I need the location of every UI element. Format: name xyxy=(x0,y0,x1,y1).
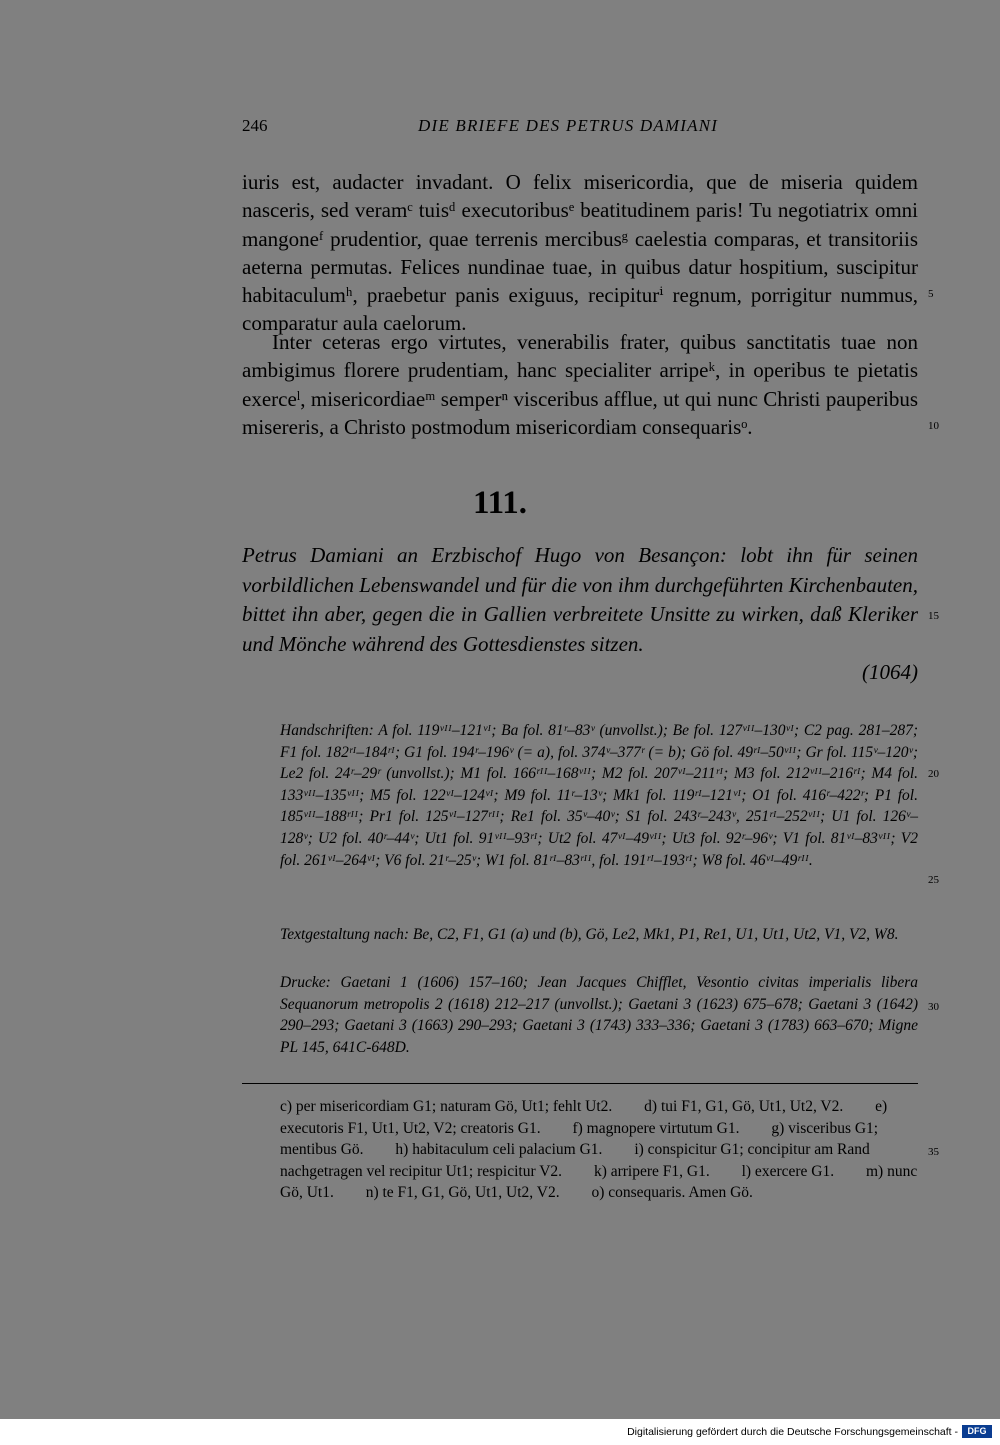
line-number: 35 xyxy=(928,1146,939,1158)
footnote-m: m) nunc Gö, Ut1. xyxy=(280,1162,918,1202)
manuscripts-list: Handschriften: A fol. 119ᵛᴵᴵ–121ᵛᴵ; Ba fol. 81ʳ–83ᵛ (unvollst.); Be fol. 127ᵛᴵᴵ–130ᵛᴵ; C2 pag. 281–287; F1 fol. 182ʳᴵ–184ʳᴵ; G1 fol. 194ʳ–196ᵛ (= a), fol. 374ᵛ–377ʳ (= b); Gö fol. 49ʳᴵ–50ᵛᴵᴵ; Gr fol. 115ᵛ–120ᵛ; Le2 fol. 24ʳ–29ʳ (unvollst.); M1 fol. 166ʳᴵᴵ–168ᵛᴵᴵ; M2 fol. 207ᵛᴵ–211ʳᴵ; M3 fol. 212ᵛᴵᴵ–216ʳᴵ; M4 fol. 133ᵛᴵᴵ–135ᵛᴵᴵ; M5 fol. 122ᵛᴵ–124ᵛᴵ; M9 fol. 11ʳ–13ᵛ; Mk1 fol. 119ʳᴵ–121ᵛᴵ; O1 fol. 416ʳ–422ʳ; P1 fol. 185ᵛᴵᴵ–188ʳᴵᴵ; Pr1 fol. 125ᵛᴵ–127ʳᴵᴵ; Re1 fol. 35ᵛ–40ᵛ; S1 fol. 243ʳ–243ᵛ, 251ʳᴵ–252ᵛᴵᴵ; U1 fol. 126ᵛ–128ᵛ; U2 fol. 40ʳ–44ᵛ; Ut1 fol. 91ᵛᴵᴵ–93ʳᴵ; Ut2 fol. 47ᵛᴵ–49ᵛᴵᴵ; Ut3 fol. 92ʳ–96ᵛ; V1 fol. 81ᵛᴵ–83ᵛᴵᴵ; V2 fol. 261ᵛᴵ–264ᵛᴵ; V6 fol. 21ʳ–25ᵛ; W1 fol. 81ʳᴵ–83ʳᴵᴵ, fol. 191ʳᴵ–193ʳᴵ; W8 fol. 46ᵛᴵ–49ʳᴵᴵ. xyxy=(280,722,918,869)
line-number: 20 xyxy=(928,768,939,780)
footnote-i: i) conspicitur G1; concipitur am Rand nachgetragen vel recipitur Ut1; respicitur V2. xyxy=(280,1141,870,1180)
line-number: 10 xyxy=(928,420,939,432)
body-paragraph-1: iuris est, audacter invadant. O felix misericordia, que de miseria quidem nasceris, sed veramᶜ tuisᵈ executoribusᵉ beatitudinem paris! Tu negotiatrix omni mangoneᶠ prudentior, quae terrenis mercibusᵍ caelestia comparas, et transitoriis aeterna permutas. Felices nundinae tuae, in quibus datur hospitium, suscipitur habitaculumʰ, praebetur panis exiguus, recipiturⁱ regnum, porrigitur nummus, comparatur aula caelorum. xyxy=(242,170,918,336)
footnote-n: n) te F1, G1, Gö, Ut1, Ut2, V2. xyxy=(365,1184,560,1202)
footnote-e: e) executoris F1, Ut1, Ut2, V2; creatoris G1. xyxy=(280,1098,888,1137)
footnotes xyxy=(280,1096,918,1204)
text-basis: Textgestaltung nach: Be, C2, F1, G1 (a) und (b), Gö, Le2, Mk1, P1, Re1, U1, Ut1, Ut2, V1, V2, W8. xyxy=(280,926,899,943)
footnote-divider xyxy=(242,1083,918,1084)
line-number: 25 xyxy=(928,874,939,886)
funding-credit: Digitalisierung gefördert durch die Deutsche Forschungsgemeinschaft - xyxy=(627,1426,958,1438)
footnote-c: c) per misericordiam G1; naturam Gö, Ut1; fehlt Ut2. xyxy=(280,1098,613,1115)
page-number: 246 xyxy=(242,116,268,135)
prints-list: Drucke: Gaetani 1 (1606) 157–160; Jean Jacques Chifflet, Vesontio civitas imperialis libera Sequanorum metropolis 2 (1618) 212–217 (unvollst.); Gaetani 3 (1623) 675–678; Gaetani 3 (1642) 290–293; Gaetani 3 (1663) 290–293; Gaetani 3 (1743) 333–336; Gaetani 3 (1783) 663–670; Migne PL 145, 641C-648D. xyxy=(280,974,918,1056)
line-number: 5 xyxy=(928,288,934,300)
footnote-o: o) consequaris. Amen Gö. xyxy=(591,1184,753,1202)
running-title: DIE BRIEFE DES PETRUS DAMIANI xyxy=(418,116,719,135)
footnote-f: f) magnopere virtutum G1. xyxy=(572,1119,740,1137)
footnote-d: d) tui F1, G1, Gö, Ut1, Ut2, V2. xyxy=(644,1098,844,1115)
dfg-logo: DFG xyxy=(962,1425,992,1438)
footer-bar xyxy=(0,1419,1000,1445)
footnote-k: k) arripere F1, G1. xyxy=(593,1162,710,1180)
letter-summary: Petrus Damiani an Erzbischof Hugo von Besançon: lobt ihn für seinen vorbildlichen Lebenswandel und für die von ihm durchgeführten Kirchenbauten, bittet ihn aber, gegen die in Gallien verbreitete Unsitte zu wirken, daß Kleriker und Mönche während des Gottesdienstes sitzen. xyxy=(242,543,918,656)
line-number: 15 xyxy=(928,610,939,622)
footnote-l: l) exercere G1. xyxy=(741,1162,835,1180)
letter-date: (1064) xyxy=(862,660,918,684)
line-number: 30 xyxy=(928,1001,939,1013)
letter-number: 111. xyxy=(472,485,528,521)
body-paragraph-2: Inter ceteras ergo virtutes, venerabilis frater, quibus sanctitatis tuae non ambigimus florere prudentiam, hanc specialiter arripeᵏ, in operibus te pietatis exerceˡ, misericordiaeᵐ semperⁿ visceribus afflue, ut qui nunc Christi pauperibus misereris, a Christo postmodum misericordiam consequarisᵒ. xyxy=(242,330,918,439)
footnote-h: h) habitaculum celi palacium G1. xyxy=(395,1141,603,1159)
footnote-g: g) visceribus G1; mentibus Gö. xyxy=(280,1119,879,1159)
